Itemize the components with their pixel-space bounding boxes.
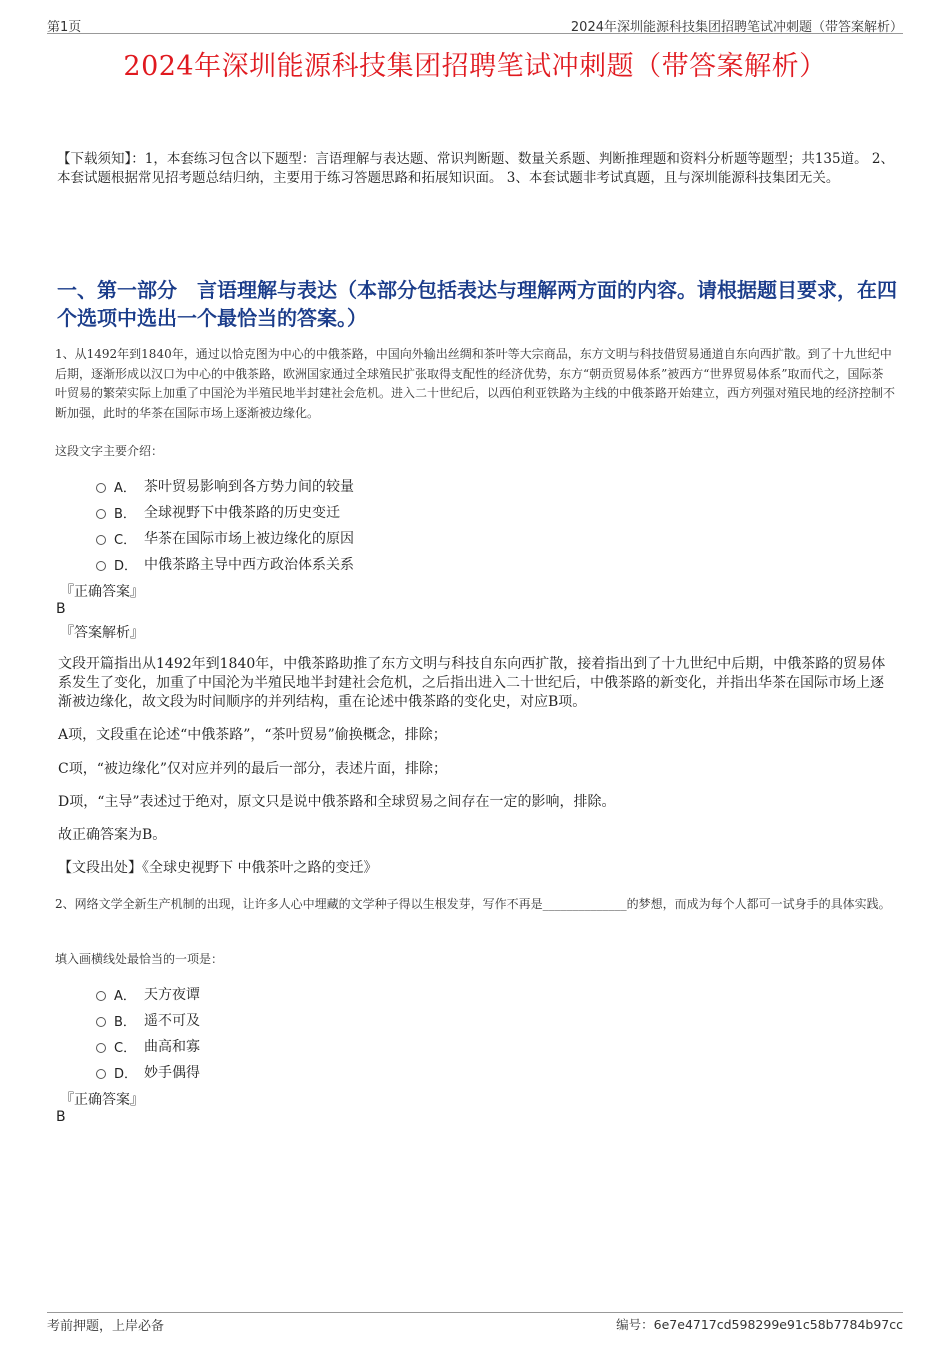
page-header [47, 14, 903, 34]
question-1-analysis-a: A项，文段重在论述“中俄茶路”，“茶叶贸易”偷换概念，排除； [58, 727, 447, 743]
question-1-analysis-conclusion: 故正确答案为B。 [58, 827, 167, 843]
option-text: 天方夜谭 [144, 987, 200, 1003]
question-2-option-a[interactable]: A． 天方夜谭 [96, 981, 200, 1007]
radio-icon[interactable] [96, 1043, 106, 1053]
document-title: 2024年深圳能源科技集团招聘笔试冲刺题（带答案解析） [123, 51, 827, 82]
question-1-option-b[interactable]: B． 全球视野下中俄茶路的历史变迁 [96, 499, 354, 525]
question-2-option-d[interactable]: D． 妙手偶得 [96, 1059, 200, 1085]
radio-icon[interactable] [96, 1069, 106, 1079]
question-2-option-b[interactable]: B． 遥不可及 [96, 1007, 200, 1033]
question-1-options [96, 473, 354, 577]
page-footer [47, 1312, 903, 1332]
question-1-analysis-c: C项，“被边缘化”仅对应并列的最后一部分，表述片面，排除； [58, 761, 448, 777]
question-1-source: 【文段出处】《全球史视野下 中俄茶叶之路的变迁》 [58, 860, 378, 876]
question-2-option-c[interactable]: C． 曲高和寡 [96, 1033, 200, 1059]
question-1-text: 1、从1492年到1840年，通过以恰克图为中心的中俄茶路，中国向外输出丝绸和茶叶等大宗商品，东方文明与科技借贸易通道自东向西扩散。到了十九世纪中后期，逐渐形成以汉口为中心的中俄茶路，欧洲国家通过全球殖民扩张取得支配性的经济优势，东方“朝贡贸易体系”被西方“世界贸易体系”取而代之，国际茶叶贸易的繁荣实际上加重了中国沦为半殖民地半封建社会危机。进入二十世纪后，以西伯利亚铁路为主线的中俄茶路开始建立，西方列强对殖民地的经济控制不断加强，此时的华茶在国际市场上逐渐被边缘化。 [55, 347, 896, 420]
footer-slogan: 考前押题，上岸必备 [47, 1319, 165, 1334]
option-text: 遥不可及 [144, 1013, 200, 1029]
option-text: 妙手偶得 [144, 1065, 200, 1081]
radio-icon[interactable] [96, 483, 106, 493]
fill-blank[interactable]: ______________ [542, 897, 627, 911]
question-2-answer-label: 『正确答案』 [60, 1092, 144, 1108]
download-notice: 【下载须知】：1，本套练习包含以下题型：言语理解与表达题、常识判断题、数量关系题、判断推理题和资料分析题等题型；共135道。 2、本套试题根据常见招考题总结归纳，主要用于练习答题思路和拓展知识面。 3、本套试题非考试真题，且与深圳能源科技集团无关。 [57, 151, 894, 186]
question-1-analysis-d: D项，“主导”表述过于绝对，原文只是说中俄茶路和全球贸易之间存在一定的影响，排除。 [58, 794, 616, 810]
question-1-answer-label: 『正确答案』 [60, 584, 144, 600]
question-2-prompt: 填入画横线处最恰当的一项是： [55, 952, 224, 966]
question-1-answer: B [56, 601, 66, 617]
question-2-answer: B [56, 1109, 66, 1125]
option-text: 全球视野下中俄茶路的历史变迁 [144, 505, 340, 521]
option-text: 华茶在国际市场上被边缘化的原因 [144, 531, 354, 547]
question-1-option-d[interactable]: D． 中俄茶路主导中西方政治体系关系 [96, 551, 354, 577]
question-2-text: 2、网络文学全新生产机制的出现，让许多人心中埋藏的文学种子得以生根发芽，写作不再是______________的梦想，而成为每个人都可一试身手的具体实践。 [55, 897, 891, 911]
option-text: 曲高和寡 [144, 1039, 200, 1055]
radio-icon[interactable] [96, 1017, 106, 1027]
page-number: 第1页 [47, 20, 82, 35]
option-text: 茶叶贸易影响到各方势力间的较量 [144, 479, 354, 495]
radio-icon[interactable] [96, 561, 106, 571]
radio-icon[interactable] [96, 535, 106, 545]
question-1-option-a[interactable]: A． 茶叶贸易影响到各方势力间的较量 [96, 473, 354, 499]
question-2-options [96, 981, 200, 1085]
radio-icon[interactable] [96, 509, 106, 519]
option-text: 中俄茶路主导中西方政治体系关系 [144, 557, 354, 573]
question-1-analysis-label: 『答案解析』 [60, 625, 144, 641]
question-1-option-c[interactable]: C． 华茶在国际市场上被边缘化的原因 [96, 525, 354, 551]
footer-code: 编号：6e7e4717cd598299e91c58b7784b97cc [616, 1317, 903, 1332]
section-heading: 一、第一部分 言语理解与表达（本部分包括表达与理解两方面的内容。请根据题目要求，在四个选项中选出一个最恰当的答案。） [57, 278, 897, 330]
question-1-analysis-para: 文段开篇指出从1492年到1840年，中俄茶路助推了东方文明与科技自东向西扩散，接着指出到了十九世纪中后期，中俄茶路的贸易体系发生了变化，加重了中国沦为半殖民地半封建社会危机，之后指出进入二十世纪后，中俄茶路的新变化，并指出华茶在国际市场上逐渐被边缘化，故文段为时间顺序的并列结构，重在论述中俄茶路的变化史，对应B项。 [58, 656, 886, 710]
question-1-prompt: 这段文字主要介绍： [55, 444, 164, 458]
radio-icon[interactable] [96, 991, 106, 1001]
header-doc-title: 2024年深圳能源科技集团招聘笔试冲刺题（带答案解析） [570, 20, 903, 35]
